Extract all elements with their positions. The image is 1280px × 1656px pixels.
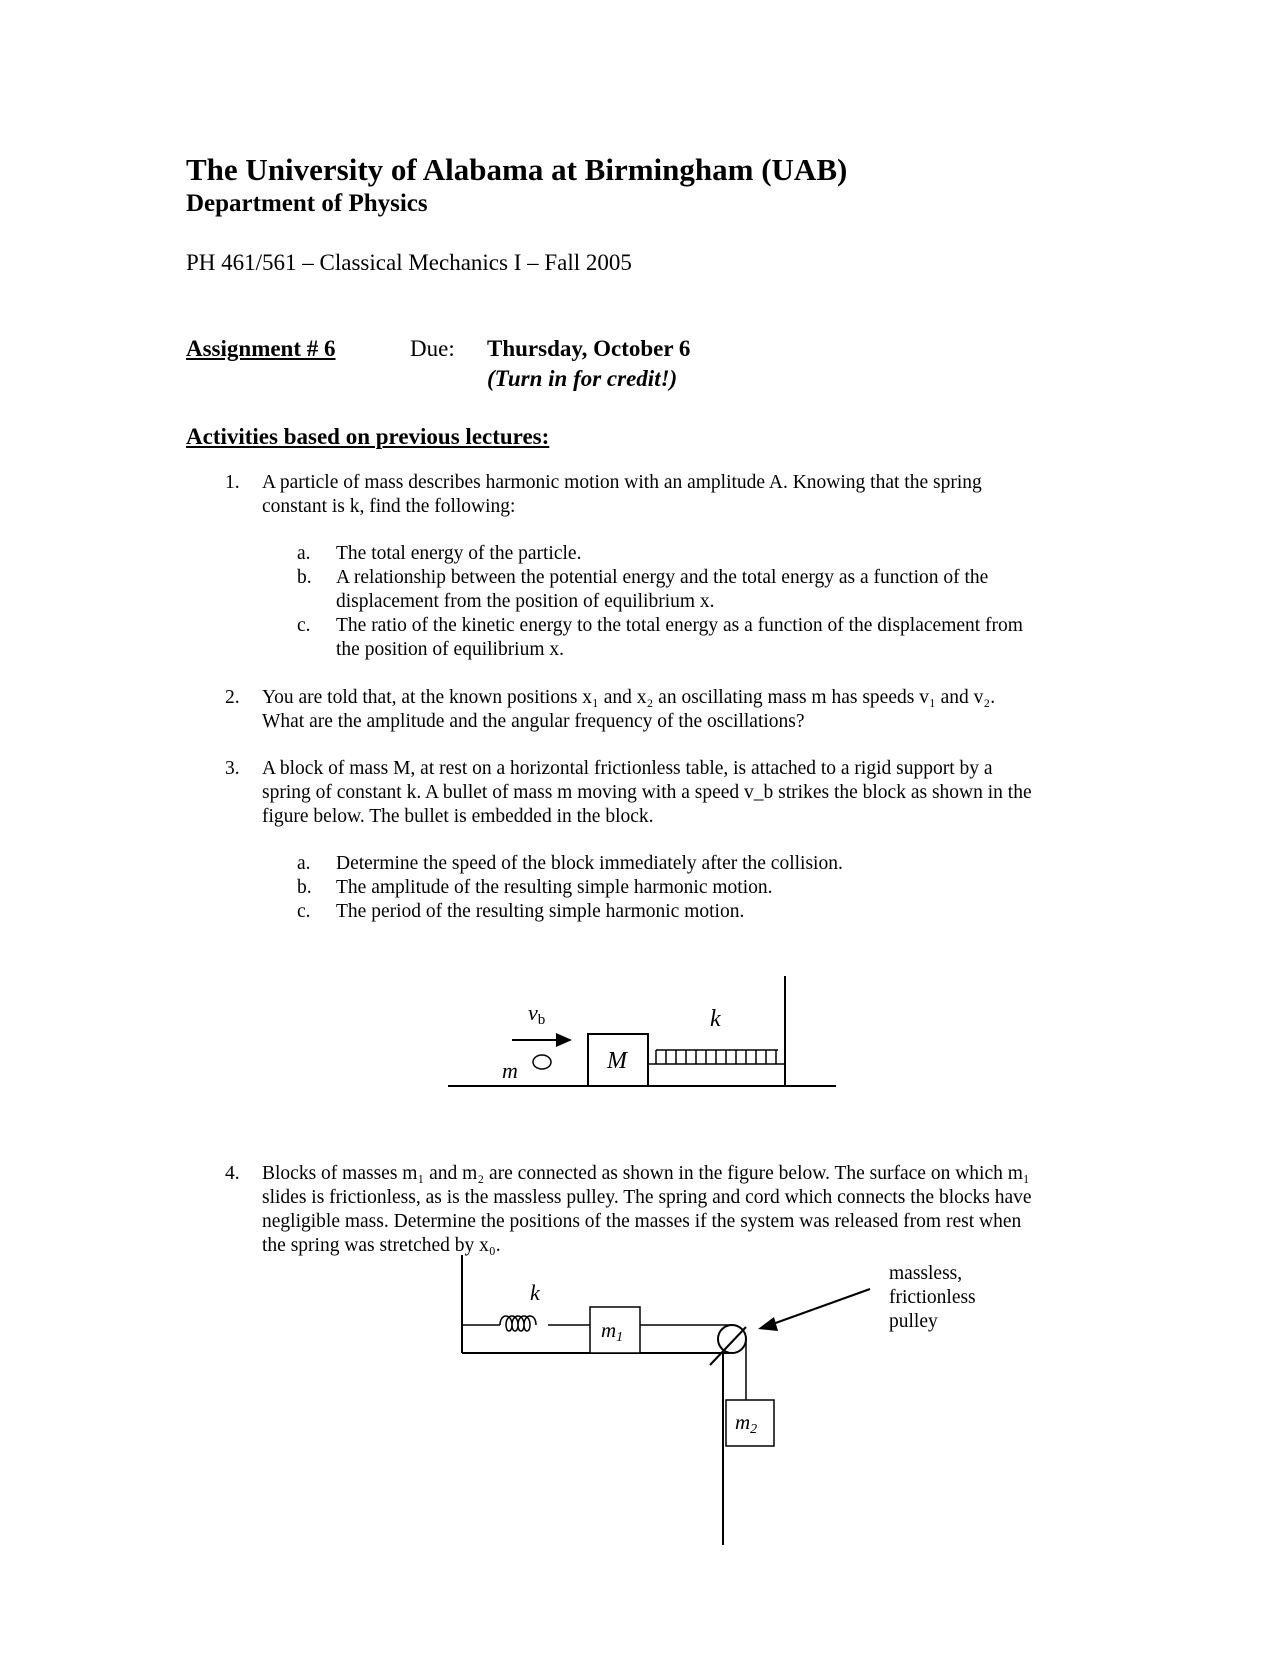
pulley-annotation-line-3: pulley	[889, 1311, 938, 1332]
problem-4-line-4: the spring was stretched by x₀.	[262, 1235, 501, 1256]
spring-k-label: k	[710, 1006, 721, 1032]
bullet-m-label: m	[502, 1058, 518, 1083]
problem-1b-text-2: displacement from the position of equilibrium x.	[336, 591, 715, 612]
problem-4-number: 4.	[225, 1163, 240, 1184]
problem-2-number: 2.	[225, 687, 240, 708]
problem-1-line-2: constant is k, find the following:	[262, 496, 516, 517]
problem-4-line-1: Blocks of masses m₁ and m₂ are connected as shown in the figure below. The surface on which m₁	[262, 1163, 1030, 1184]
block-m1-label: m1	[601, 1318, 624, 1345]
problem-3b-text: The amplitude of the resulting simple harmonic motion.	[336, 877, 773, 898]
problem-1-line-1: A particle of mass describes harmonic motion with an amplitude A. Knowing that the spring	[262, 472, 982, 493]
problem-3-line-3: figure below. The bullet is embedded in the block.	[262, 806, 654, 827]
pulley	[718, 1325, 746, 1353]
spring-coil-2	[500, 1316, 536, 1331]
problem-1b-label: b.	[297, 567, 312, 588]
block-m2-label: m2	[735, 1410, 758, 1437]
pulley-annotation-line-1: massless,	[889, 1263, 963, 1284]
problem-2-line-2: What are the amplitude and the angular frequency of the oscillations?	[262, 711, 805, 732]
course-line: PH 461/561 – Classical Mechanics I – Fall 2005	[186, 250, 632, 275]
problem-3a-label: a.	[297, 853, 311, 874]
problem-1c-text-2: the position of equilibrium x.	[336, 639, 565, 660]
problem-3-line-2: spring of constant k. A bullet of mass m moving with a speed v_b strikes the block as shown in the	[262, 782, 1032, 803]
problem-2-line-1: You are told that, at the known positions x₁ and x₂ an oscillating mass m has speeds v₁ and v₂.	[262, 687, 996, 708]
spring-k-label-2: k	[530, 1280, 540, 1305]
problem-1c-label: c.	[297, 615, 311, 636]
problem-3a-text: Determine the speed of the block immediately after the collision.	[336, 853, 843, 874]
university-title: The University of Alabama at Birmingham (UAB)	[186, 152, 848, 187]
block-M-label: M	[607, 1048, 627, 1074]
due-note: (Turn in for credit!)	[487, 366, 678, 391]
due-date: Thursday, October 6	[487, 336, 691, 361]
velocity-arrow-head	[556, 1033, 572, 1047]
problem-3c-text: The period of the resulting simple harmonic motion.	[336, 901, 745, 922]
due-label: Due:	[410, 336, 455, 361]
assignment-title: Assignment # 6	[186, 336, 336, 361]
problem-1a-label: a.	[297, 543, 311, 564]
problem-4-line-3: negligible mass. Determine the positions of the masses if the system was released from rest when	[262, 1211, 1022, 1232]
figure-pulley-system	[440, 1255, 1160, 1545]
velocity-label: vb	[528, 1000, 546, 1028]
problem-4-line-2: slides is frictionless, as is the massless pulley. The spring and cord which connects the blocks have	[262, 1187, 1032, 1208]
pulley-pointer-arrow	[770, 1289, 870, 1325]
section-title: Activities based on previous lectures:	[186, 424, 550, 449]
problem-3-line-1: A block of mass M, at rest on a horizontal frictionless table, is attached to a rigid support by a	[262, 758, 993, 779]
problem-1a-text: The total energy of the particle.	[336, 543, 582, 564]
spring-coil	[648, 1050, 785, 1064]
problem-3b-label: b.	[297, 877, 312, 898]
pulley-pointer-arrowhead	[758, 1317, 778, 1331]
bullet	[533, 1055, 551, 1069]
department-title: Department of Physics	[186, 190, 428, 217]
problem-3c-label: c.	[297, 901, 311, 922]
problem-3-number: 3.	[225, 758, 240, 779]
problem-1-number: 1.	[225, 472, 240, 493]
pulley-annotation-line-2: frictionless	[889, 1287, 976, 1308]
problem-1b-text-1: A relationship between the potential energy and the total energy as a function of the	[336, 567, 989, 588]
figure-bullet-block-spring	[440, 960, 840, 1100]
problem-1c-text-1: The ratio of the kinetic energy to the total energy as a function of the displacement from	[336, 615, 1023, 636]
